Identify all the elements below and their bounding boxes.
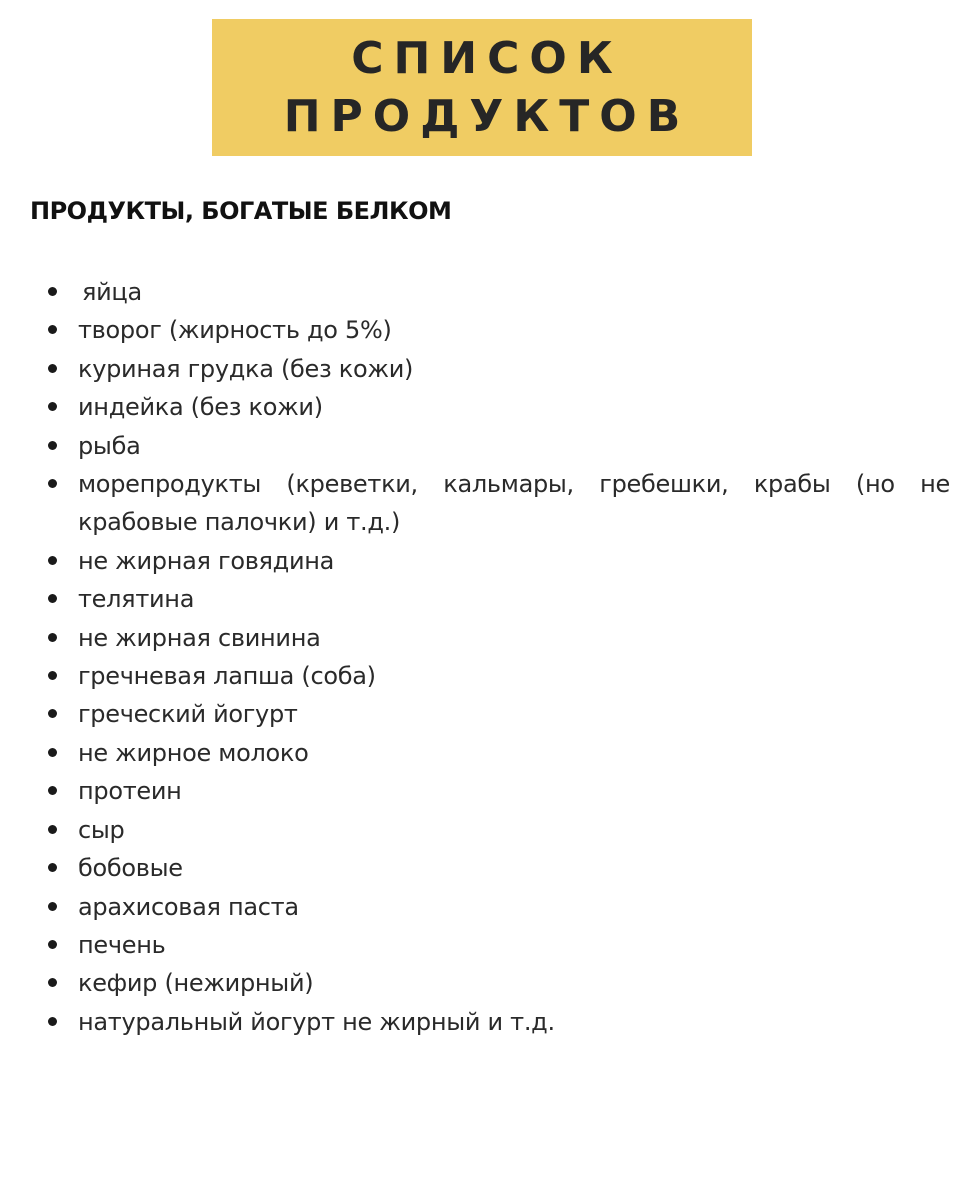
list-item (78, 849, 950, 887)
list-item (78, 772, 950, 810)
title-banner (212, 19, 752, 156)
list-item-text: натуральный йогурт не жирный и т.д. (78, 1007, 555, 1036)
list-item (78, 580, 950, 618)
bullet-icon (48, 594, 57, 603)
bullet-icon (48, 863, 57, 872)
list-item (78, 427, 950, 465)
list-item (78, 1003, 950, 1041)
list-item (78, 964, 950, 1002)
list-item (78, 465, 950, 542)
list-item (78, 734, 950, 772)
list-item-text: куриная грудка (без кожи) (78, 354, 414, 383)
list-item (78, 350, 950, 388)
list-item-text: творог (жирность до 5%) (78, 316, 392, 345)
product-list (0, 273, 970, 1041)
bullet-icon (48, 825, 57, 834)
list-item (78, 926, 950, 964)
bullet-icon (48, 287, 57, 296)
list-item-text: кефир (нежирный) (78, 969, 314, 998)
list-item (78, 811, 950, 849)
bullet-icon (48, 402, 57, 411)
list-item-text: арахисовая паста (78, 892, 299, 921)
bullet-icon (48, 709, 57, 718)
list-item-text: сыр (78, 815, 125, 844)
list-item (78, 388, 950, 426)
list-item-text: печень (78, 930, 166, 959)
bullet-icon (48, 556, 57, 565)
list-item-text: гречневая лапша (соба) (78, 662, 376, 691)
bullet-icon (48, 978, 57, 987)
list-item-text: морепродукты (креветки, кальмары, гребешки, крабы (но не крабовые палочки) и т.д.) (78, 470, 950, 537)
section-heading: ПРОДУКТЫ, БОГАТЫЕ БЕЛКОМ (30, 197, 452, 225)
list-item (78, 888, 950, 926)
title-line-2: ПРОДУКТОВ (283, 90, 691, 142)
list-item-text: не жирное молоко (78, 738, 309, 767)
bullet-icon (48, 479, 57, 488)
list-item (78, 695, 950, 733)
bullet-icon (48, 1017, 57, 1026)
bullet-icon (48, 671, 57, 680)
list-item (78, 273, 950, 311)
bullet-icon (48, 902, 57, 911)
bullet-icon (48, 748, 57, 757)
list-item (78, 657, 950, 695)
list-item-text: рыба (78, 431, 141, 460)
bullet-icon (48, 786, 57, 795)
list-item-text: греческий йогурт (78, 700, 298, 729)
list-item-text: яйца (82, 278, 142, 306)
list-item-text: не жирная говядина (78, 546, 335, 575)
bullet-icon (48, 441, 57, 450)
list-item-text: индейка (без кожи) (78, 393, 323, 422)
bullet-icon (48, 364, 57, 373)
list-item-text: не жирная свинина (78, 623, 321, 652)
title-line-1: СПИСОК (351, 32, 623, 84)
list-item (78, 542, 950, 580)
bullet-icon (48, 940, 57, 949)
list-item (78, 311, 950, 349)
bullet-icon (48, 325, 57, 334)
list-item-text: протеин (78, 777, 182, 806)
list-item-text: бобовые (78, 854, 183, 883)
list-item (78, 619, 950, 657)
list-item-text: телятина (78, 585, 195, 614)
bullet-icon (48, 633, 57, 642)
